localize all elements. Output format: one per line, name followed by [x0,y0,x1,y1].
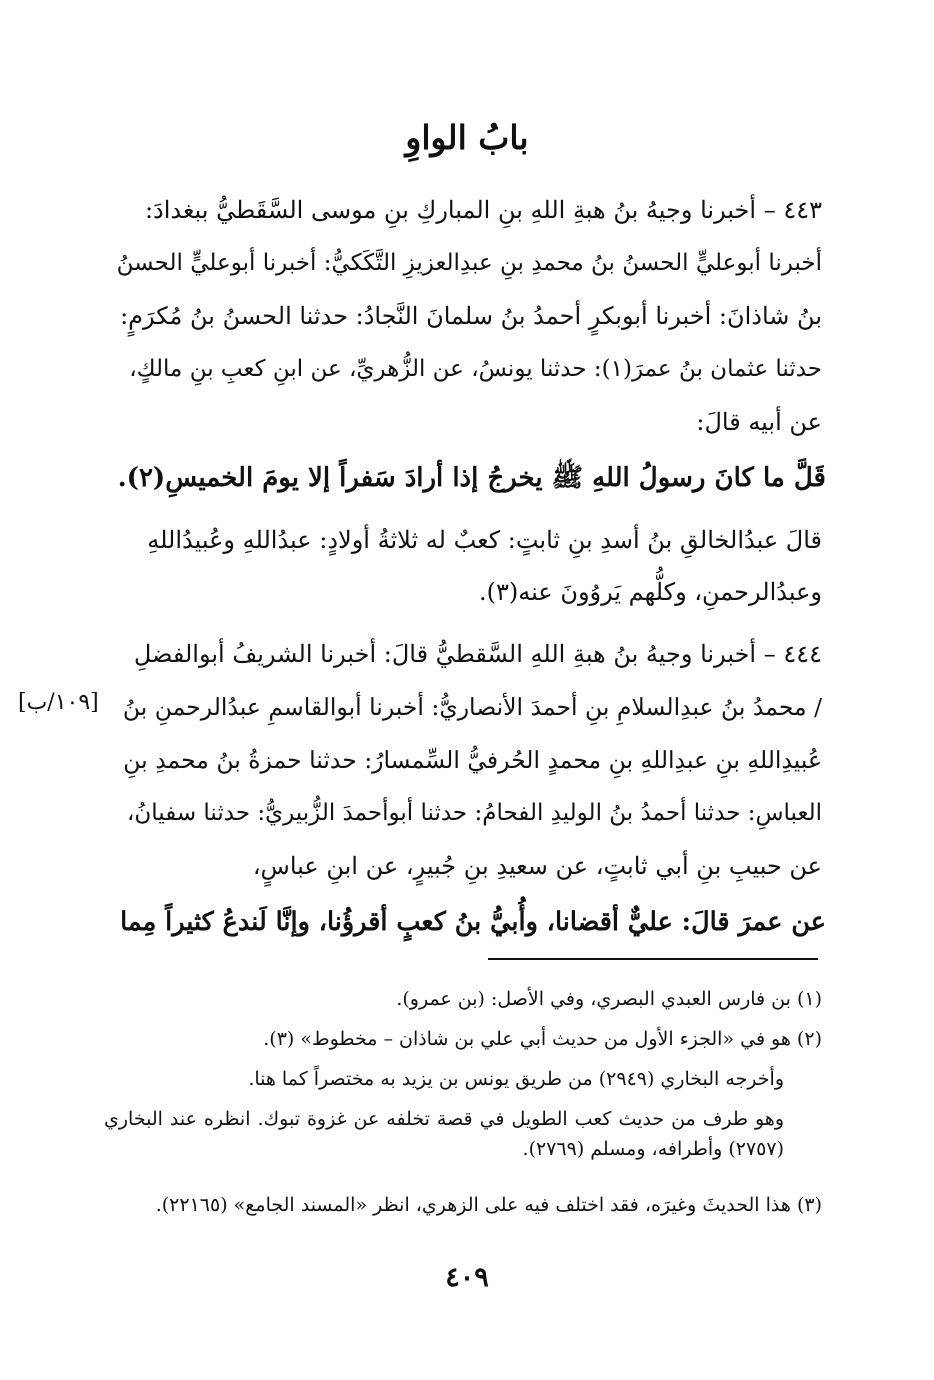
footnote-1: (١) بن فارس العبدي البصري، وفي الأصل: (بن عمرو). [396,988,822,1010]
entry-444-line-5: عن حبيبِ بنِ أبي ثابتٍ، عن سعيدِ بنِ جُبيرٍ، عن ابنِ عباسٍ، [252,852,822,880]
entry-444-line-4: العباسِ: حدثنا أحمدُ بنُ الوليدِ الفحامُ: حدثنا أبوأحمدَ الزُّبيريُّ: حدثنا سفيانُ، [126,800,822,826]
entry-443-line-2: أخبرنا أبوعليٍّ الحسنُ بنُ محمدِ بنِ عبدِالعزيزِ التَّكَكيُّ: أخبرنا أبوعليٍّ الحسنُ [116,250,822,276]
entry-443-line-1: ٤٤٣ – أخبرنا وجيهُ بنُ هبةِ اللهِ بنِ المباركِ بنِ موسى السَّقَطيُّ ببغدادَ: [144,196,822,224]
footnote-2-continuation-1: وأخرجه البخاري (٢٩٤٩) من طريق يونس بن يزيد به مختصراً كما هنا. [248,1068,784,1090]
entry-443-matn: قَلَّ ما كانَ رسولُ اللهِ ﷺ يخرجُ إذا أرادَ سَفراً إلا يومَ الخميسِ(٢). [117,463,826,493]
entry-443-comment-line-1: قالَ عبدُالخالقِ بنُ أسدِ بنِ ثابتٍ: كعبٌ له ثلاثةُ أولادٍ: عبدُاللهِ وعُبيدُاللهِ [147,526,822,554]
manuscript-folio-reference: [١٠٩/ب] [18,690,99,715]
entry-444-line-1: ٤٤٤ – أخبرنا وجيهُ بنُ هبةِ اللهِ السَّقطيُّ قالَ: أخبرنا الشريفُ أبوالفضلِ [133,640,822,668]
footnote-separator [488,958,818,960]
footnote-3: (٣) هذا الحديثَ وغيرَه، فقد اختلف فيه على الزهري، انظر «المسند الجامع» (٢٢١٦٥). [155,1194,822,1216]
entry-443-line-4: حدثنا عثمان بنُ عمرَ(١): حدثنا يونسُ، عن الزُّهريِّ، عن ابنِ كعبِ بنِ مالكٍ، [129,356,822,382]
chapter-heading: بابُ الواوِ [405,118,529,157]
footnote-2-continuation-2: وهو طرف من حديث كعب الطويل في قصة تخلفه عن غزوة تبوك. انظره عند البخاري (٢٧٥٧) وأطرافه، ومسلم (٢٧٦٩). [104,1108,784,1160]
entry-444-matn: عن عمرَ قالَ: عليٌّ أقضانا، وأُبيُّ بنُ كعبٍ أقرؤُنا، وإنَّا لَندعُ كثيراً مِما [120,907,826,937]
entry-443-line-3: بنُ شاذانَ: أخبرنا أبوبكرٍ أحمدُ بنُ سلمانَ النَّجادُ: حدثنا الحسنُ بنُ مُكرَمٍ: [120,302,822,330]
footnote-2: (٢) هو في «الجزء الأول من حديث أبي علي بن شاذان – مخطوط» (٣). [263,1028,822,1050]
entry-443-comment-line-2: وعبدُالرحمنِ، وكلُّهم يَروُونَ عنه(٣). [479,578,822,606]
entry-444-line-3: عُبيدِاللهِ بنِ عبدِاللهِ بنِ محمدٍ الحُرفيُّ السِّمسارُ: حدثنا حمزةُ بنُ محمدِ بنِ [123,746,822,774]
entry-443-line-5: عن أبيه قالَ: [696,408,822,436]
entry-444-line-2: / محمدُ بنُ عبدِالسلامِ بنِ أحمدَ الأنصاريُّ: أخبرنا أبوالقاسمِ عبدُالرحمنِ بنُ [122,693,822,721]
page-number: ٤٠٩ [445,1262,489,1293]
